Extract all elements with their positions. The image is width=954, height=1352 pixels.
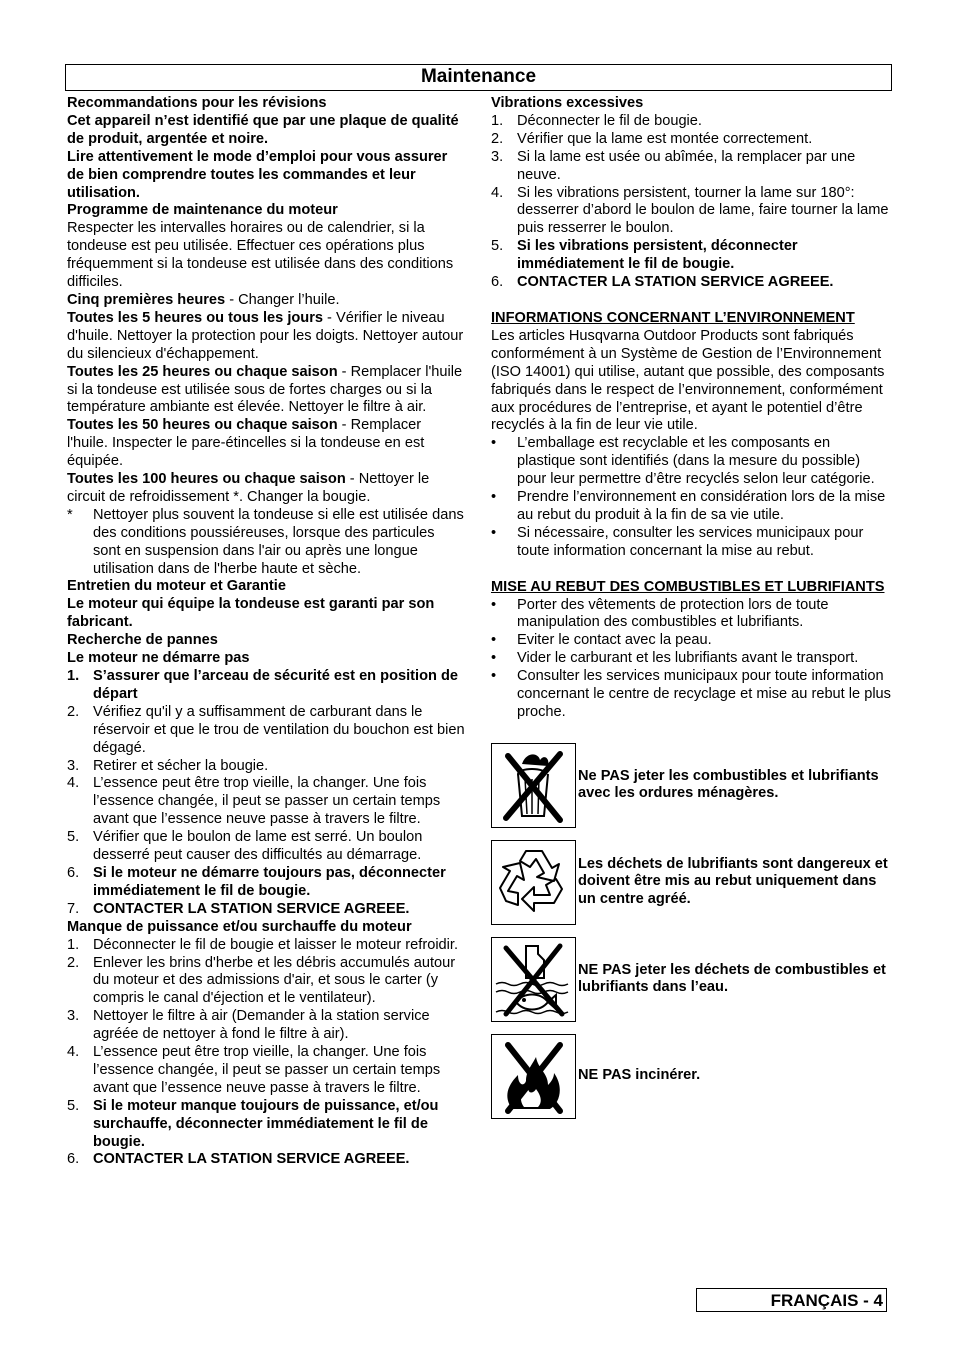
footnote-marker: * bbox=[67, 506, 73, 523]
list-item bbox=[67, 704, 465, 758]
list-text: Consulter les services municipaux pour toute information concernant le centre de recyclage et mise au rebut le plus proche. bbox=[517, 668, 891, 720]
list-number: 3. bbox=[67, 1008, 80, 1025]
list-number: 4. bbox=[67, 1044, 80, 1061]
list-number: 6. bbox=[67, 864, 80, 881]
schedule-label: Toutes les 100 heures ou chaque saison bbox=[67, 471, 346, 488]
list-number: 7. bbox=[67, 900, 80, 917]
list-number: 1. bbox=[67, 936, 80, 953]
schedule-text: - Vérifier le niveau d'huile. Nettoyer la protection pour les doigts. Nettoyer autour du silencieux d'échappement. bbox=[67, 309, 464, 362]
list-text: CONTACTER LA STATION SERVICE AGREEE. bbox=[93, 1151, 410, 1168]
list-text: Si les vibrations persistent, tourner la lame sur 180°: desserrer d’abord le boulon de lame, faire tourner la lame puis resserrer le boulon. bbox=[517, 184, 889, 237]
no-trash-bin-icon bbox=[491, 743, 576, 828]
list-item bbox=[491, 632, 891, 650]
list-text: Déconnecter le fil de bougie et laisser le moteur refroidir. bbox=[93, 936, 459, 953]
footnote bbox=[67, 507, 465, 579]
list-number: 5. bbox=[67, 829, 80, 846]
warning-row bbox=[491, 840, 891, 925]
list-number: 6. bbox=[67, 1151, 80, 1168]
warning-row bbox=[491, 1034, 891, 1119]
schedule-item bbox=[67, 471, 465, 507]
list-item bbox=[491, 435, 891, 489]
bullet: • bbox=[491, 435, 497, 452]
warning-row bbox=[491, 937, 891, 1022]
heading-environnement: INFORMATIONS CONCERNANT L’ENVIRONNEMENT bbox=[491, 309, 855, 326]
bullet: • bbox=[491, 668, 497, 685]
list-mise-au-rebut bbox=[491, 597, 891, 722]
bullet: • bbox=[491, 489, 497, 506]
schedule-text: - Nettoyer le circuit de refroidissement *. Changer la bougie. bbox=[67, 471, 430, 505]
list-item bbox=[67, 1151, 465, 1169]
schedule-item bbox=[67, 364, 465, 418]
warning-text: NE PAS jeter les déchets de combustibles et lubrifiants dans l’eau. bbox=[578, 961, 886, 996]
list-text: Si la lame est usée ou abîmée, la remplacer par une neuve. bbox=[517, 148, 856, 183]
paragraph-environnement: Les articles Husqvarna Outdoor Products sont fabriqués conformément à un Système de Gestion de l’Environnement (ISO 14001) qui utilise, autant que possible, des composants fabriqués dans le respect de l’environnement, conformément aux procédures de l’entreprise, et ayant le potentiel d’être recyclés à la fin de leur vie utile. bbox=[491, 327, 885, 434]
list-text: Si le moteur manque toujours de puissance, et/ou surchauffe, déconnecter immédiatement le fil de bougie. bbox=[93, 1097, 439, 1150]
list-text: Retirer et sécher la bougie. bbox=[93, 757, 269, 774]
list-number: 3. bbox=[67, 757, 80, 774]
heading-entretien-garantie: Entretien du moteur et Garantie bbox=[67, 578, 286, 595]
no-water-disposal-icon bbox=[491, 937, 576, 1022]
list-item bbox=[491, 650, 891, 668]
warning-text: Ne PAS jeter les combustibles et lubrifiants avec les ordures ménagères. bbox=[578, 767, 879, 802]
list-text: Vérifier que le boulon de lame est serré. Un boulon desserré peut causer des difficultés au démarrage. bbox=[93, 829, 423, 864]
spacer bbox=[491, 292, 891, 310]
schedule-item bbox=[67, 310, 465, 364]
schedule-text: - Remplacer l'huile. Inspecter le pare-étincelles si la tondeuse en est équipée. bbox=[67, 417, 425, 470]
list-item bbox=[67, 1044, 465, 1098]
list-text: Si les vibrations persistent, déconnecter immédiatement le fil de bougie. bbox=[517, 238, 798, 273]
list-item bbox=[67, 775, 465, 829]
list-item bbox=[67, 937, 465, 955]
list-item bbox=[491, 489, 891, 525]
heading-recommandations: Recommandations pour les révisions bbox=[67, 95, 327, 111]
heading-moteur-ne-demarre-pas: Le moteur ne démarre pas bbox=[67, 650, 250, 667]
list-item bbox=[67, 829, 465, 865]
page-title: Maintenance bbox=[65, 64, 892, 91]
schedule-text: - Remplacer l'huile si la tondeuse est utilisée sous de fortes charges ou si la température ambiante est élevée. Nettoyer le filtre à air. bbox=[67, 363, 463, 416]
warning-text: NE PAS incinérer. bbox=[578, 1067, 701, 1084]
heading-manque-puissance: Manque de puissance et/ou surchauffe du moteur bbox=[67, 918, 412, 935]
list-number: 3. bbox=[491, 148, 504, 165]
list-text: Eviter le contact avec la peau. bbox=[517, 632, 712, 649]
no-incineration-icon bbox=[491, 1034, 576, 1119]
list-item bbox=[491, 668, 891, 722]
list-text: S’assurer que l’arceau de sécurité est en position de départ bbox=[93, 668, 458, 702]
paragraph-respecter-intervalles: Respecter les intervalles horaires ou de calendrier, si la tondeuse est peu utilisée. Effectuer ces opérations plus fréquemment si la tondeuse est utilisée dans des conditions difficiles. bbox=[67, 220, 454, 291]
list-number: 4. bbox=[67, 775, 80, 792]
list-item bbox=[491, 274, 891, 292]
list-number: 1. bbox=[67, 668, 80, 684]
list-number: 5. bbox=[67, 1097, 80, 1114]
bullet: • bbox=[491, 596, 497, 613]
list-number: 6. bbox=[491, 274, 504, 291]
list-item bbox=[67, 758, 465, 776]
footnote-text: Nettoyer plus souvent la tondeuse si elle est utilisée dans des conditions poussiéreuses, lorsque des particules sont en suspension dans l'air ou après une longue utilisation dans de l'herbe haute et sèche. bbox=[93, 506, 464, 577]
list-item bbox=[67, 955, 465, 1009]
left-column bbox=[67, 95, 465, 1169]
spacer bbox=[491, 722, 891, 743]
list-text: Vider le carburant et les lubrifiants avant le transport. bbox=[517, 650, 859, 667]
list-text: Si nécessaire, consulter les services municipaux pour toute information concernant la mise au rebut. bbox=[517, 524, 864, 559]
list-number: 5. bbox=[491, 238, 504, 255]
list-item bbox=[67, 1098, 465, 1152]
list-text: Enlever les brins d'herbe et les débris accumulés autour du moteur et des admissions d'air, et sous le carter (y compris le canal d'éjection et le ventilateur). bbox=[93, 954, 456, 1007]
list-item bbox=[67, 901, 465, 919]
list-text: Vérifier que la lame est montée correctement. bbox=[517, 130, 813, 147]
right-column bbox=[491, 95, 891, 1131]
list-environnement bbox=[491, 435, 891, 560]
list-text: Si le moteur ne démarre toujours pas, déconnecter immédiatement le fil de bougie. bbox=[93, 864, 446, 899]
list-item bbox=[67, 668, 465, 704]
schedule-label: Cinq premières heures bbox=[67, 291, 226, 308]
list-number: 2. bbox=[67, 954, 80, 971]
list-item bbox=[67, 865, 465, 901]
list-text: Nettoyer le filtre à air (Demander à la station service agréée de nettoyer à fond le filtre à air). bbox=[93, 1008, 430, 1043]
list-demarrage bbox=[67, 668, 465, 919]
list-number: 4. bbox=[491, 184, 504, 201]
recycle-icon bbox=[491, 840, 576, 925]
list-number: 2. bbox=[491, 130, 504, 147]
schedule-label: Toutes les 5 heures ou tous les jours bbox=[67, 309, 323, 326]
warning-text: Les déchets de lubrifiants sont dangereux et doivent être mis au rebut uniquement dans un centre agréé. bbox=[578, 855, 888, 908]
list-text: L’emballage est recyclable et les composants en plastique sont identifiés (dans la mesure du possible) pour leur permettre d’être recyclés selon leur catégorie. bbox=[517, 435, 875, 488]
schedule-label: Toutes les 25 heures ou chaque saison bbox=[67, 363, 338, 380]
heading-mise-au-rebut: MISE AU REBUT DES COMBUSTIBLES ET LUBRIFIANTS bbox=[491, 578, 885, 595]
bullet: • bbox=[491, 632, 497, 649]
list-puissance bbox=[67, 937, 465, 1170]
paragraph-garantie: Le moteur qui équipe la tondeuse est garanti par son fabricant. bbox=[67, 596, 435, 631]
paragraph-identification: Cet appareil n’est identifié que par une plaque de qualité de produit, argentée et noire. bbox=[67, 112, 459, 147]
bullet: • bbox=[491, 524, 497, 541]
list-text: Porter des vêtements de protection lors de toute manipulation des combustibles et lubrifiants. bbox=[517, 596, 829, 631]
page-number-label: FRANÇAIS - 4 bbox=[696, 1288, 887, 1312]
list-number: 1. bbox=[491, 112, 504, 129]
warning-row bbox=[491, 743, 891, 828]
schedule-item bbox=[67, 417, 465, 471]
heading-vibrations: Vibrations excessives bbox=[491, 95, 644, 111]
list-text: Prendre l’environnement en considération lors de la mise au rebut du produit à la fin de sa vie utile. bbox=[517, 489, 886, 523]
list-text: L’essence peut être trop vieille, la changer. Une fois l’essence changée, il peut se passer un certain temps avant que l’essence neuve passe à travers le filtre. bbox=[93, 1044, 441, 1096]
list-item bbox=[491, 185, 891, 239]
heading-recherche-pannes: Recherche de pannes bbox=[67, 632, 218, 649]
list-item bbox=[491, 149, 891, 185]
schedule-item bbox=[67, 292, 465, 310]
list-text: L’essence peut être trop vieille, la changer. Une fois l’essence changée, il peut se passer un certain temps avant que l’essence neuve passe à travers le filtre. bbox=[93, 775, 441, 828]
bullet: • bbox=[491, 650, 497, 667]
list-item bbox=[67, 1008, 465, 1044]
list-text: Déconnecter le fil de bougie. bbox=[517, 112, 702, 129]
list-text: CONTACTER LA STATION SERVICE AGREEE. bbox=[93, 900, 410, 917]
list-text: Vérifiez qu'il y a suffisamment de carburant dans le réservoir et que le trou de ventilation du bouchon est bien dégagé. bbox=[93, 703, 465, 756]
list-item bbox=[491, 113, 891, 131]
list-item bbox=[491, 597, 891, 633]
list-vibrations bbox=[491, 113, 891, 292]
paragraph-lire-mode-emploi: Lire attentivement le mode d’emploi pour vous assurer de bien comprendre toutes les commandes et leur utilisation. bbox=[67, 148, 448, 201]
list-number: 2. bbox=[67, 703, 80, 720]
spacer bbox=[491, 561, 891, 579]
list-item bbox=[491, 238, 891, 274]
list-item bbox=[491, 131, 891, 149]
heading-programme-maintenance: Programme de maintenance du moteur bbox=[67, 202, 338, 219]
schedule-text: - Changer l’huile. bbox=[225, 291, 340, 308]
list-item bbox=[491, 525, 891, 561]
schedule-label: Toutes les 50 heures ou chaque saison bbox=[67, 417, 338, 434]
list-text: CONTACTER LA STATION SERVICE AGREEE. bbox=[517, 274, 834, 291]
